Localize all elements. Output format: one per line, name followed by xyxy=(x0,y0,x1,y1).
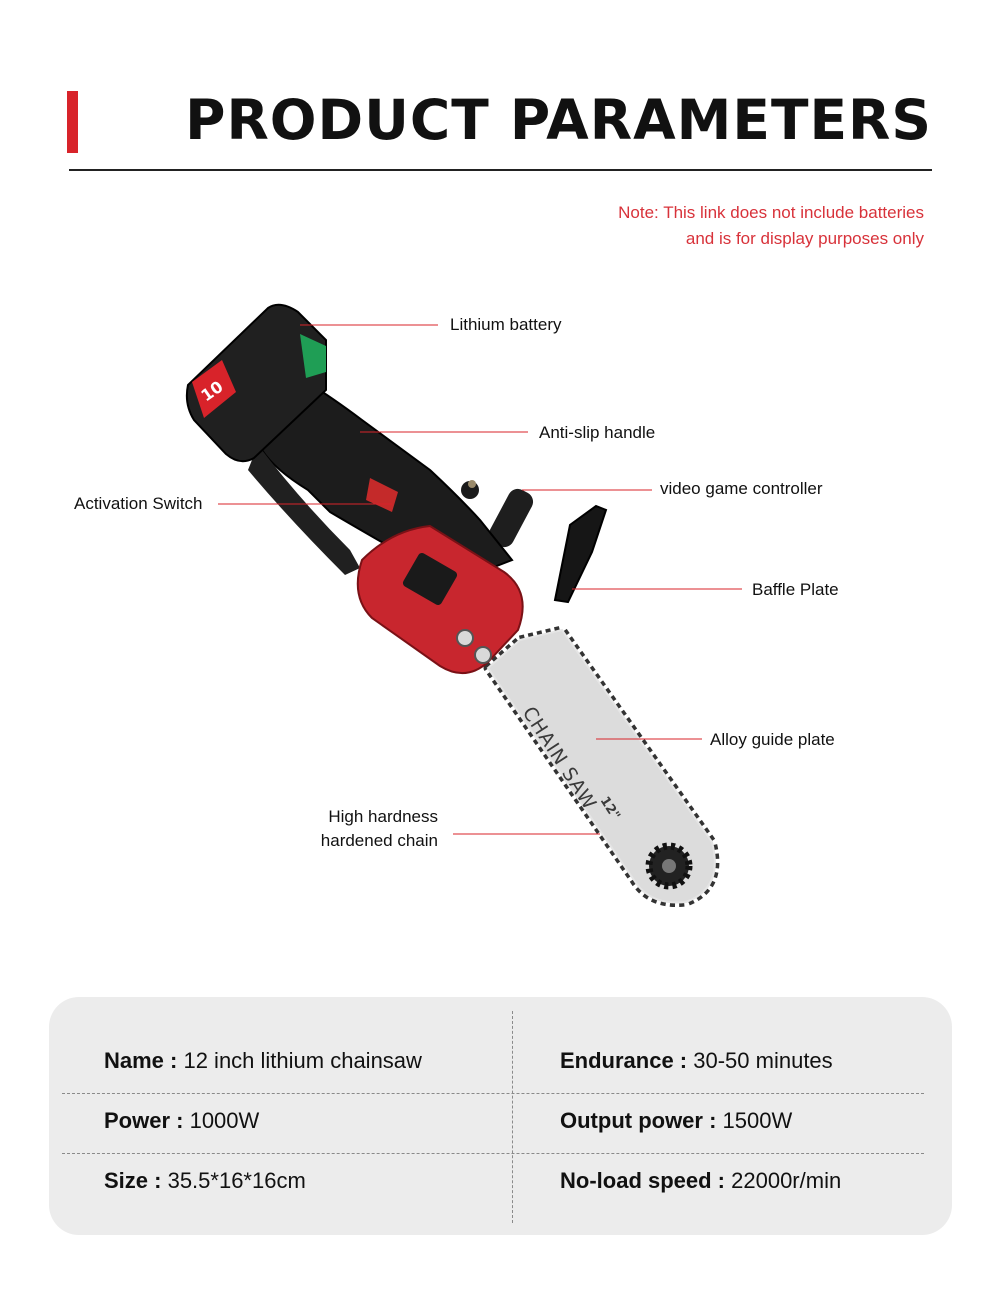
callout-video-game-controller: video game controller xyxy=(660,479,823,498)
sprocket-icon xyxy=(649,846,689,886)
spec-label: Output power : xyxy=(560,1108,717,1133)
callout-baffle-plate: Baffle Plate xyxy=(752,580,839,599)
bolt-icon xyxy=(475,647,491,663)
spec-power xyxy=(104,1108,259,1134)
spec-value: 22000r/min xyxy=(725,1168,842,1193)
spec-no-load-speed xyxy=(560,1168,841,1194)
spec-column-divider xyxy=(512,1011,513,1223)
spec-value: 1500W xyxy=(716,1108,793,1133)
spec-value: 1000W xyxy=(183,1108,260,1133)
spec-row-divider xyxy=(62,1153,924,1154)
spec-size xyxy=(104,1168,306,1194)
spec-row-divider xyxy=(62,1093,924,1094)
callout-activation-switch: Activation Switch xyxy=(74,494,203,513)
spec-name xyxy=(104,1048,422,1074)
spec-value: 30-50 minutes xyxy=(687,1048,833,1073)
spec-output-power xyxy=(560,1108,792,1134)
note-line-1: Note: This link does not include batteries xyxy=(618,203,924,222)
note-line-2: and is for display purposes only xyxy=(685,229,924,248)
page-title: PRODUCT PARAMETERS xyxy=(185,88,932,152)
callout-chain-line-2: hardened chain xyxy=(320,831,438,850)
callout-anti-slip-handle: Anti-slip handle xyxy=(539,423,656,442)
battery-badge-text: 10 xyxy=(197,376,227,406)
bar-size-text: 12" xyxy=(596,794,623,824)
bolt-icon xyxy=(457,630,473,646)
callout-lithium-battery: Lithium battery xyxy=(450,315,562,334)
spec-value: 35.5*16*16cm xyxy=(161,1168,306,1193)
spec-label: No-load speed : xyxy=(560,1168,726,1193)
spec-label: Power : xyxy=(104,1108,184,1133)
bar-text: CHAIN SAW xyxy=(517,702,601,815)
spec-label: Endurance : xyxy=(560,1048,688,1073)
callout-alloy-guide-plate: Alloy guide plate xyxy=(710,730,835,749)
spec-endurance xyxy=(560,1048,833,1074)
guide-bar xyxy=(488,630,715,903)
baffle-plate-shape xyxy=(555,506,606,602)
spec-label: Name : xyxy=(104,1048,178,1073)
spec-value: 12 inch lithium chainsaw xyxy=(177,1048,422,1073)
spec-table xyxy=(49,997,952,1235)
callout-hardened-chain xyxy=(321,805,438,853)
spec-label: Size : xyxy=(104,1168,162,1193)
callout-chain-line-1: High hardness xyxy=(328,807,438,826)
